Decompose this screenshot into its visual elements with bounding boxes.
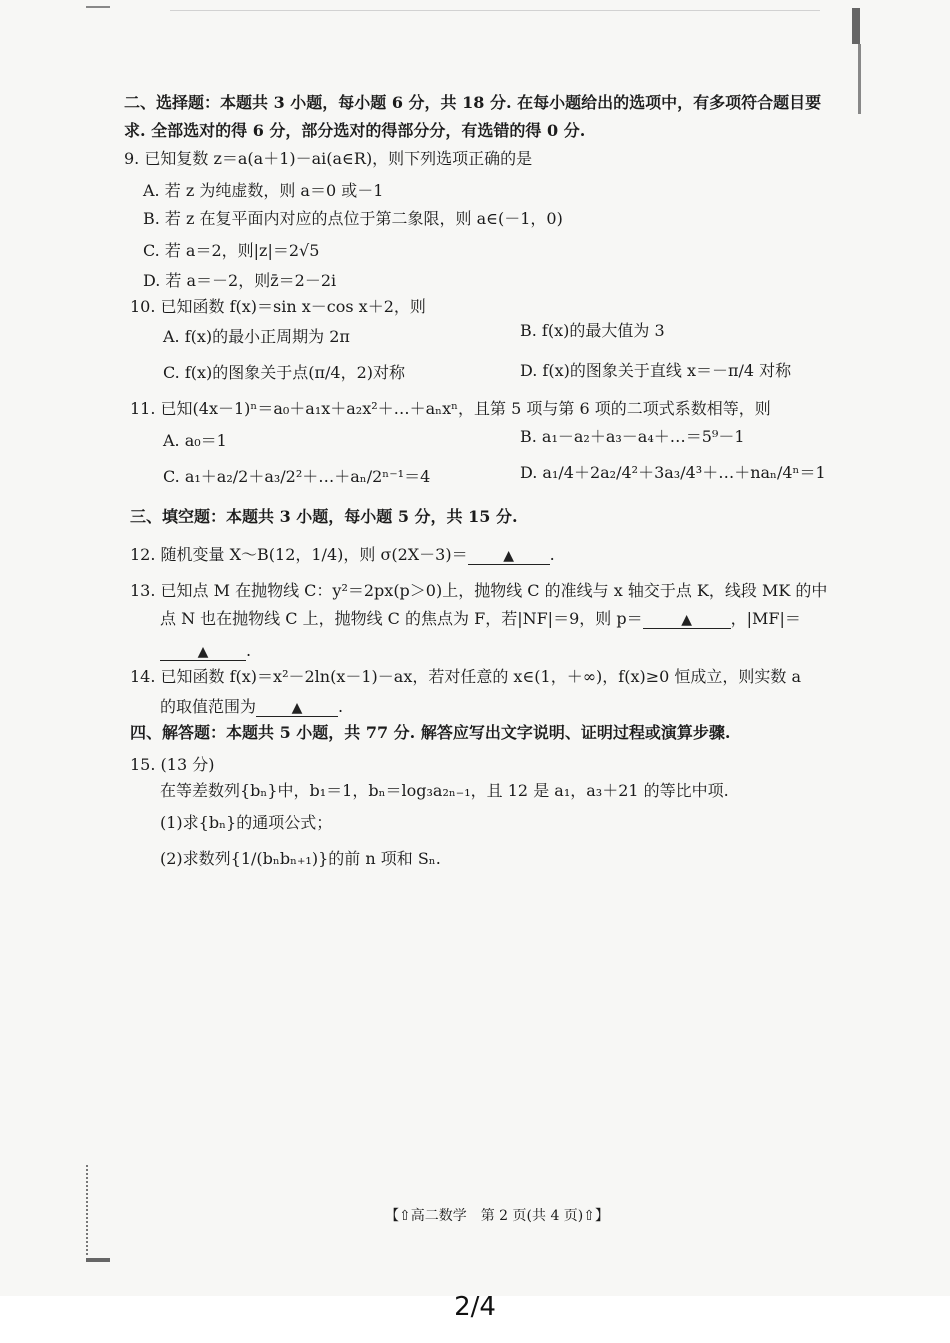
q12-answer-blank[interactable] — [468, 547, 550, 565]
q13-line1: 13. 已知点 M 在抛物线 C：y²＝2px(p＞0)上，抛物线 C 的准线与 x 轴交于点 K，线段 MK 的中 — [130, 581, 828, 600]
q13-line3-suffix: . — [246, 641, 252, 660]
scan-edge-mark — [858, 44, 861, 114]
scan-edge-mark — [852, 8, 860, 44]
triangle-icon: ▲ — [197, 644, 209, 660]
q14-line2-suffix: . — [338, 697, 344, 716]
q12 — [130, 544, 555, 566]
q11-option-a: A. a₀＝1 — [163, 431, 227, 450]
triangle-icon: ▲ — [503, 548, 514, 564]
section3-header: 三、填空题：本题共 3 小题，每小题 5 分，共 15 分. — [130, 507, 518, 526]
q10-option-c: C. f(x)的图象关于点(π/4，2)对称 — [163, 363, 406, 382]
q9-option-c: C. 若 a＝2，则|z|＝2√5 — [143, 241, 320, 260]
scan-edge-line — [86, 1165, 90, 1255]
q9-option-b: B. 若 z 在复平面内对应的点位于第二象限，则 a∈(－1，0) — [143, 209, 563, 228]
q10-stem: 10. 已知函数 f(x)＝sin x－cos x＋2，则 — [130, 297, 426, 316]
page-number-indicator: 2/4 — [454, 1292, 496, 1322]
section2-header-line2: 求. 全部选对的得 6 分，部分选对的得部分分，有选错的得 0 分. — [124, 121, 586, 140]
triangle-icon: ▲ — [681, 612, 692, 628]
scan-edge-mark — [86, 6, 110, 8]
scan-edge-line — [170, 10, 820, 11]
q15-part1: (1)求{bₙ}的通项公式； — [160, 813, 333, 832]
q15-stem: 在等差数列{bₙ}中，b₁＝1，bₙ＝log₃a₂ₙ₋₁，且 12 是 a₁，a₃＋21 的等比中项. — [160, 781, 729, 800]
q11-option-c: C. a₁＋a₂/2＋a₃/2²＋…＋aₙ/2ⁿ⁻¹＝4 — [163, 467, 431, 486]
q14-line2 — [160, 696, 343, 718]
q14-answer-blank[interactable] — [256, 699, 338, 717]
q10-option-b: B. f(x)的最大值为 3 — [520, 321, 665, 340]
q15-part2: (2)求数列{1/(bₙbₙ₊₁)}的前 n 项和 Sₙ. — [160, 849, 441, 868]
q13-answer-blank-p[interactable] — [643, 611, 731, 629]
q13-line2-prefix: 点 N 也在抛物线 C 上，抛物线 C 的焦点为 F，若|NF|＝9，则 p＝ — [160, 609, 643, 628]
q11-option-b: B. a₁－a₂＋a₃－a₄＋…＝5⁹－1 — [520, 427, 745, 446]
q13-line2 — [160, 608, 801, 630]
q11-option-d: D. a₁/4＋2a₂/4²＋3a₃/4³＋…＋naₙ/4ⁿ＝1 — [520, 463, 826, 482]
triangle-icon: ▲ — [291, 700, 303, 716]
q13-line3 — [160, 640, 251, 662]
q9-option-d: D. 若 a＝－2，则z̄＝2－2i — [143, 271, 337, 290]
q14-line2-prefix: 的取值范围为 — [160, 697, 257, 716]
q12-prefix: 12. 随机变量 X～B(12，1/4)，则 σ(2X－3)＝ — [130, 545, 468, 564]
q13-line2-mid: ，|MF|＝ — [730, 609, 801, 628]
q9-option-a: A. 若 z 为纯虚数，则 a＝0 或－1 — [143, 181, 384, 200]
scan-edge-mark — [86, 1258, 110, 1262]
q9-stem: 9. 已知复数 z＝a(a＋1)－ai(a∈R)，则下列选项正确的是 — [124, 149, 533, 168]
q10-option-d: D. f(x)的图象关于直线 x＝－π/4 对称 — [520, 361, 792, 380]
q12-suffix: . — [549, 545, 555, 564]
section2-header-line1: 二、选择题：本题共 3 小题，每小题 6 分，共 18 分. 在每小题给出的选项中，有多项符合题目要 — [124, 93, 822, 112]
section4-header: 四、解答题：本题共 5 小题，共 77 分. 解答应写出文字说明、证明过程或演算步骤. — [130, 723, 731, 742]
q11-stem: 11. 已知(4x－1)ⁿ＝a₀＋a₁x＋a₂x²＋…＋aₙxⁿ，且第 5 项与第 6 项的二项式系数相等，则 — [130, 399, 771, 418]
q15-number: 15. (13 分) — [130, 755, 215, 774]
q14-line1: 14. 已知函数 f(x)＝x²－2ln(x－1)－ax，若对任意的 x∈(1，＋∞)，f(x)≥0 恒成立，则实数 a — [130, 667, 802, 686]
page-footer: 【⇧高二数学 第 2 页(共 4 页)⇧】 — [385, 1208, 609, 1224]
q13-answer-blank-mf[interactable] — [160, 643, 246, 661]
q10-option-a: A. f(x)的最小正周期为 2π — [163, 327, 350, 346]
